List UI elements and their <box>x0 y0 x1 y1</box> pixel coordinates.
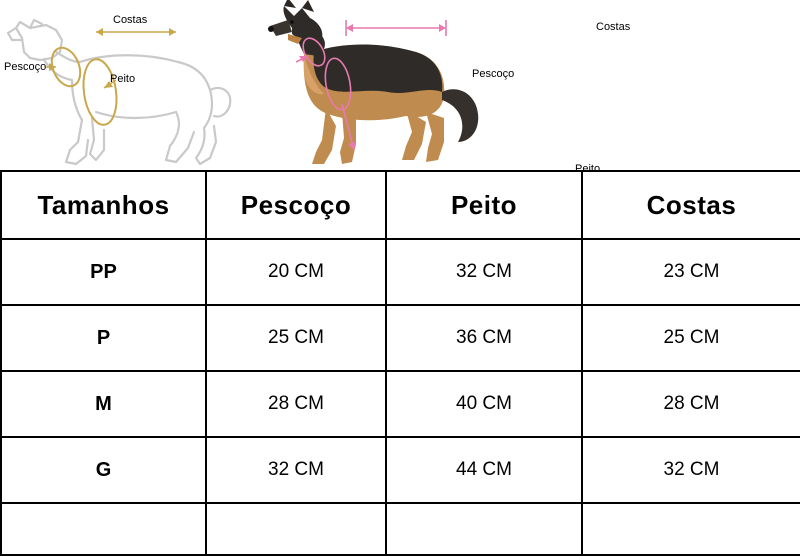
cell-neck: 25 CM <box>206 305 386 371</box>
header-cell-sizes: Tamanhos <box>1 171 206 239</box>
cell-neck <box>206 503 386 555</box>
cell-size: PP <box>1 239 206 305</box>
table-row-empty <box>1 503 800 555</box>
cell-chest <box>386 503 582 555</box>
cell-size: P <box>1 305 206 371</box>
size-table <box>0 170 800 556</box>
left-diagram-neck-label: Pescoço <box>4 61 47 73</box>
header-cell-neck: Pescoço <box>206 171 386 239</box>
dog-outline-measurement-diagram <box>0 0 250 170</box>
cell-back: 32 CM <box>582 437 800 503</box>
cell-neck: 20 CM <box>206 239 386 305</box>
table-row <box>1 305 800 371</box>
left-diagram-chest-label: Peito <box>110 73 136 85</box>
table-header-row <box>1 171 800 239</box>
cell-back: 28 CM <box>582 371 800 437</box>
right-diagram-chest-label: Peito <box>575 163 601 175</box>
right-diagram-back-label: Costas <box>596 21 631 33</box>
illustration-area <box>0 0 800 175</box>
left-diagram-back-label: Costas <box>113 14 148 26</box>
cell-size: M <box>1 371 206 437</box>
cell-size: G <box>1 437 206 503</box>
table-row <box>1 239 800 305</box>
cell-chest: 44 CM <box>386 437 582 503</box>
cell-neck: 32 CM <box>206 437 386 503</box>
cell-back: 23 CM <box>582 239 800 305</box>
table-row <box>1 437 800 503</box>
cell-back <box>582 503 800 555</box>
table-row <box>1 371 800 437</box>
cell-size <box>1 503 206 555</box>
cell-chest: 40 CM <box>386 371 582 437</box>
cell-chest: 32 CM <box>386 239 582 305</box>
german-shepherd-measurement-diagram <box>230 0 631 175</box>
right-diagram-neck-label: Pescoço <box>472 68 515 80</box>
cell-chest: 36 CM <box>386 305 582 371</box>
header-cell-back: Costas <box>582 171 800 239</box>
cell-back: 25 CM <box>582 305 800 371</box>
cell-neck: 28 CM <box>206 371 386 437</box>
header-cell-chest: Peito <box>386 171 582 239</box>
